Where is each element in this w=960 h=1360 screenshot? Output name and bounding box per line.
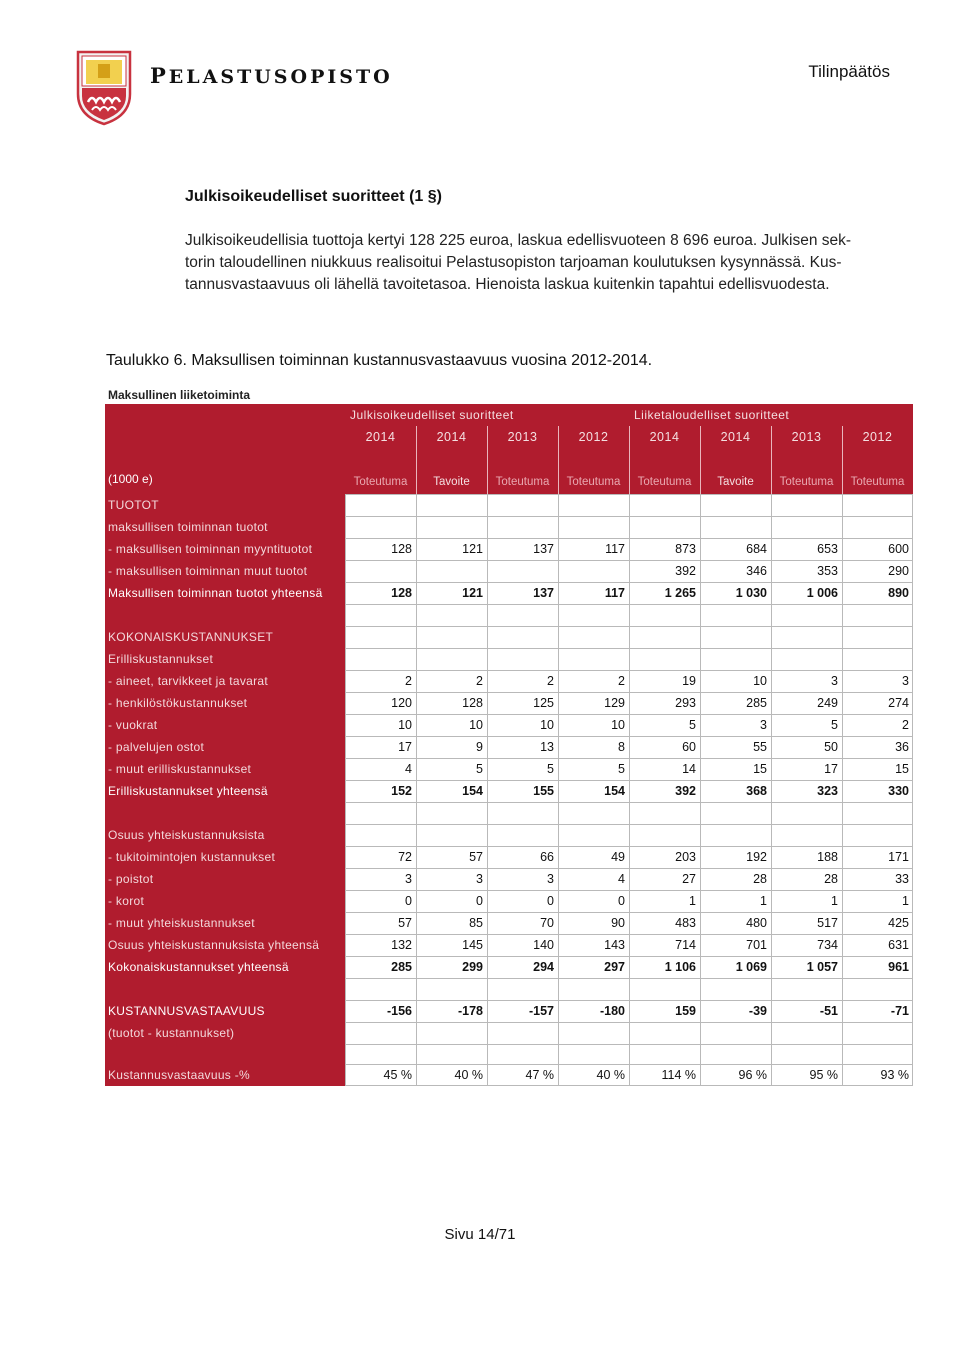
table-cell: 57 [398, 916, 412, 930]
table-cell: 121 [462, 542, 483, 556]
table-cell: 3 [831, 674, 838, 688]
table-cell: 132 [391, 938, 412, 952]
year-header: 2014 [436, 430, 467, 444]
body-line: Julkisoikeudellisia tuottoja kertyi 128 225 euroa, laskua edellisvuoteen 8 696 euroa. Julkisen sek- [185, 232, 852, 249]
table-cell: 3 [547, 872, 554, 886]
table-cell: 128 [462, 696, 483, 710]
table-cell: 0 [405, 894, 412, 908]
row-label: Maksullisen toiminnan tuotot yhteensä [108, 586, 323, 600]
header-divider [700, 426, 701, 494]
row-label: maksullisen toiminnan tuotot [108, 520, 268, 534]
brand-name: PELASTUSOPISTO [150, 63, 393, 88]
grid-line [629, 494, 630, 1086]
row-label: - palvelujen ostot [108, 740, 205, 754]
table-cell: 152 [391, 784, 412, 798]
row-label: KOKONAISKUSTANNUKSET [108, 630, 274, 644]
table-cell: 45 % [383, 1068, 412, 1082]
table-cell: 1 030 [735, 586, 767, 600]
table-cell: 137 [533, 586, 554, 600]
section-body [185, 230, 895, 296]
table-cell: 249 [817, 696, 838, 710]
table-cell: 120 [391, 696, 412, 710]
table-cell: 55 [753, 740, 767, 754]
year-header: 2012 [578, 430, 609, 444]
row-label [108, 978, 344, 1000]
table-cell: 734 [817, 938, 838, 952]
table-cell: 3 [405, 872, 412, 886]
row-label: - vuokrat [108, 718, 158, 732]
table-cell: 117 [604, 586, 625, 600]
unit-label: (1000 e) [108, 472, 153, 486]
table-cell: 28 [753, 872, 767, 886]
table-cell: 299 [462, 960, 483, 974]
row-label [108, 604, 344, 626]
table-cell: 1 057 [806, 960, 838, 974]
table-cell [487, 560, 554, 582]
table-cell: 70 [540, 916, 554, 930]
grid-line [345, 494, 346, 1086]
table-cell: 90 [611, 916, 625, 930]
table-cell: 14 [682, 762, 696, 776]
table-cell: 128 [391, 542, 412, 556]
table-cell: 323 [817, 784, 838, 798]
table-cell [416, 560, 483, 582]
row-label: - poistot [108, 872, 154, 886]
table-cell: 2 [618, 674, 625, 688]
page-header [0, 0, 960, 140]
table-cell: -51 [819, 1004, 838, 1018]
header-divider [558, 426, 559, 494]
table-cell: 1 069 [735, 960, 767, 974]
row-label: Osuus yhteiskustannuksista yhteensä [108, 938, 320, 952]
row-label: Osuus yhteiskustannuksista [108, 828, 265, 842]
table-cell: 171 [888, 850, 909, 864]
table-cell: -157 [528, 1004, 554, 1018]
table-cell: 154 [604, 784, 625, 798]
table-cell: 701 [746, 938, 767, 952]
table-cell: 17 [824, 762, 838, 776]
table-cell: 285 [746, 696, 767, 710]
table-caption: Taulukko 6. Maksullisen toiminnan kustannusvastaavuus vuosina 2012-2014. [106, 352, 653, 369]
table-cell: 425 [888, 916, 909, 930]
row-label: - henkilöstökustannukset [108, 696, 248, 710]
table-cell: 10 [753, 674, 767, 688]
table-cell: 159 [675, 1004, 696, 1018]
table-cell: 873 [675, 542, 696, 556]
table-cell: 13 [540, 740, 554, 754]
cost-recovery-table [105, 404, 913, 1086]
subheader-cell: Toteutuma [353, 476, 408, 488]
year-header: 2012 [862, 430, 893, 444]
table-cell: 684 [746, 542, 767, 556]
table-cell: 128 [391, 586, 412, 600]
table-cell: 1 [902, 894, 909, 908]
table-cell: 0 [618, 894, 625, 908]
row-label: - muut yhteiskustannukset [108, 916, 255, 930]
table-cell: 294 [533, 960, 554, 974]
table-cell: 28 [824, 872, 838, 886]
table-cell: 95 % [809, 1068, 838, 1082]
table-cell: 19 [682, 674, 696, 688]
table-cell: 330 [888, 784, 909, 798]
table-cell: 2 [476, 674, 483, 688]
table-cell: 5 [476, 762, 483, 776]
table-cell: 1 [760, 894, 767, 908]
table-cell: 392 [675, 564, 696, 578]
table-cell: 117 [605, 542, 625, 556]
subheader-cell: Toteutuma [637, 476, 692, 488]
table-cell: 5 [689, 718, 696, 732]
grid-line [558, 494, 559, 1086]
table-cell: 290 [888, 564, 909, 578]
table-cell: 137 [533, 542, 554, 556]
table-cell: 9 [476, 740, 483, 754]
year-header: 2014 [649, 430, 680, 444]
table-cell: -71 [890, 1004, 909, 1018]
table-cell: 1 [689, 894, 696, 908]
table-cell: 368 [746, 784, 767, 798]
body-line: torin taloudellinen niukkuus realisoitui Pelastusopiston tarjoaman koulutuksen kysynnässä. Kus- [185, 254, 842, 271]
table-cell: 40 % [454, 1068, 483, 1082]
year-header: 2013 [507, 430, 538, 444]
subheader-cell: Toteutuma [850, 476, 905, 488]
table-cell: 1 265 [664, 586, 696, 600]
row-label: Erilliskustannukset yhteensä [108, 784, 268, 798]
row-label: (tuotot - kustannukset) [108, 1026, 235, 1040]
grid-line [842, 494, 843, 1086]
table-cell: 3 [902, 674, 909, 688]
table-cell: 392 [675, 784, 696, 798]
table-cell: 600 [888, 542, 909, 556]
row-label: - aineet, tarvikkeet ja tavarat [108, 674, 269, 688]
header-divider [416, 426, 417, 494]
table-cell: 114 % [661, 1068, 696, 1082]
group-header-commercial: Liiketaloudelliset suoritteet [634, 408, 790, 422]
subheader-cell: Tavoite [717, 476, 754, 488]
grid-line [912, 494, 913, 1086]
row-label: - korot [108, 894, 145, 908]
table-cell: 154 [462, 784, 483, 798]
table-cell: 517 [817, 916, 838, 930]
table-cell: -180 [599, 1004, 625, 1018]
grid-line [700, 494, 701, 1086]
table-cell: 4 [618, 872, 625, 886]
table-cell: 60 [682, 740, 696, 754]
table-cell: 285 [391, 960, 412, 974]
table-cell: 15 [895, 762, 909, 776]
table-cell: 188 [817, 850, 838, 864]
row-label: - muut erilliskustannukset [108, 762, 252, 776]
table-cell: 2 [547, 674, 554, 688]
table-cell: 93 % [880, 1068, 909, 1082]
page-number: Sivu 14/71 [444, 1226, 516, 1243]
row-label: Kokonaiskustannukset yhteensä [108, 960, 289, 974]
table-cell: 96 % [738, 1068, 767, 1082]
subheader-cell: Toteutuma [779, 476, 834, 488]
grid-line [416, 494, 417, 1086]
table-cell: 10 [398, 718, 412, 732]
subheader-cell: Toteutuma [566, 476, 621, 488]
table-cell: 2 [902, 718, 909, 732]
grid-line [487, 494, 488, 1086]
document-title: Tilinpäätös [808, 62, 890, 81]
row-label: - maksullisen toiminnan muut tuotot [108, 564, 308, 578]
table-cell: 140 [533, 938, 554, 952]
table-cell: 33 [895, 872, 909, 886]
table-cell: 1 [831, 894, 838, 908]
table-cell [345, 560, 412, 582]
table-cell: 353 [817, 564, 838, 578]
table-cell: 121 [462, 586, 483, 600]
row-label: - tukitoimintojen kustannukset [108, 850, 276, 864]
table-cell: -156 [386, 1004, 412, 1018]
table-cell: 155 [533, 784, 554, 798]
row-label [108, 1044, 344, 1066]
table-cell: 192 [746, 850, 767, 864]
table-cell: 714 [675, 938, 696, 952]
row-label: TUOTOT [108, 498, 159, 512]
table-cell: 143 [604, 938, 625, 952]
subheader-cell: Tavoite [433, 476, 470, 488]
table-cell: 346 [746, 564, 767, 578]
table-cell: 631 [888, 938, 909, 952]
table-cell: 129 [604, 696, 625, 710]
table-cell: 203 [675, 850, 696, 864]
row-label: Kustannusvastaavuus -% [108, 1068, 251, 1082]
table-cell: 27 [682, 872, 696, 886]
header-divider [487, 426, 488, 494]
table-cell: 483 [675, 916, 696, 930]
subheader-cell: Toteutuma [495, 476, 550, 488]
table-cell: 47 % [525, 1068, 554, 1082]
table-cell: 1 006 [806, 586, 838, 600]
table-cell: 8 [618, 740, 625, 754]
table-cell: 2 [405, 674, 412, 688]
table-cell: 5 [831, 718, 838, 732]
table-cell: 85 [469, 916, 483, 930]
table-cell: 3 [476, 872, 483, 886]
table-cell: 49 [611, 850, 625, 864]
row-label: Erilliskustannukset [108, 652, 214, 666]
header-divider [842, 426, 843, 494]
row-label [108, 802, 344, 824]
table-cell: 10 [540, 718, 554, 732]
table-cell: 57 [469, 850, 483, 864]
table-cell [558, 560, 625, 582]
table-cell: 10 [611, 718, 625, 732]
table-cell: 36 [895, 740, 909, 754]
row-label: KUSTANNUSVASTAAVUUS [108, 1004, 265, 1018]
table-cell: 0 [547, 894, 554, 908]
table-cell: 890 [888, 586, 909, 600]
table-cell: 653 [817, 542, 838, 556]
table-cell: 4 [405, 762, 412, 776]
coat-of-arms-logo [76, 50, 132, 126]
grid-line [771, 494, 772, 1086]
table-cell: -39 [748, 1004, 767, 1018]
table-cell: 480 [746, 916, 767, 930]
table-cell: 293 [675, 696, 696, 710]
group-header-public: Julkisoikeudelliset suoritteet [350, 408, 514, 422]
body-line: tannusvastaavuus oli lähellä tavoitetasoa. Hienoista laskua kuitenkin tapahtui edellisvuodesta. [185, 276, 830, 293]
table-cell: -178 [457, 1004, 483, 1018]
table-cell: 0 [476, 894, 483, 908]
header-divider [771, 426, 772, 494]
table-cell: 72 [398, 850, 412, 864]
header-divider [629, 426, 630, 494]
table-cell: 50 [824, 740, 838, 754]
year-header: 2014 [720, 430, 751, 444]
table-cell: 66 [540, 850, 554, 864]
table-cell: 5 [547, 762, 554, 776]
year-header: 2013 [791, 430, 822, 444]
table-cell: 40 % [596, 1068, 625, 1082]
section-heading: Julkisoikeudelliset suoritteet (1 §) [185, 188, 442, 205]
table-cell: 961 [888, 960, 909, 974]
table-cell: 15 [753, 762, 767, 776]
row-label: - maksullisen toiminnan myyntituotot [108, 542, 313, 556]
table-cell: 3 [760, 718, 767, 732]
table-cell: 17 [398, 740, 412, 754]
table-cell: 5 [618, 762, 625, 776]
table-cell: 297 [604, 960, 625, 974]
table-subtitle: Maksullinen liiketoiminta [108, 388, 251, 402]
table-cell: 1 106 [664, 960, 696, 974]
table-cell: 10 [469, 718, 483, 732]
table-cell: 145 [462, 938, 483, 952]
table-cell: 125 [533, 696, 554, 710]
table-cell: 274 [888, 696, 909, 710]
year-header: 2014 [365, 430, 396, 444]
